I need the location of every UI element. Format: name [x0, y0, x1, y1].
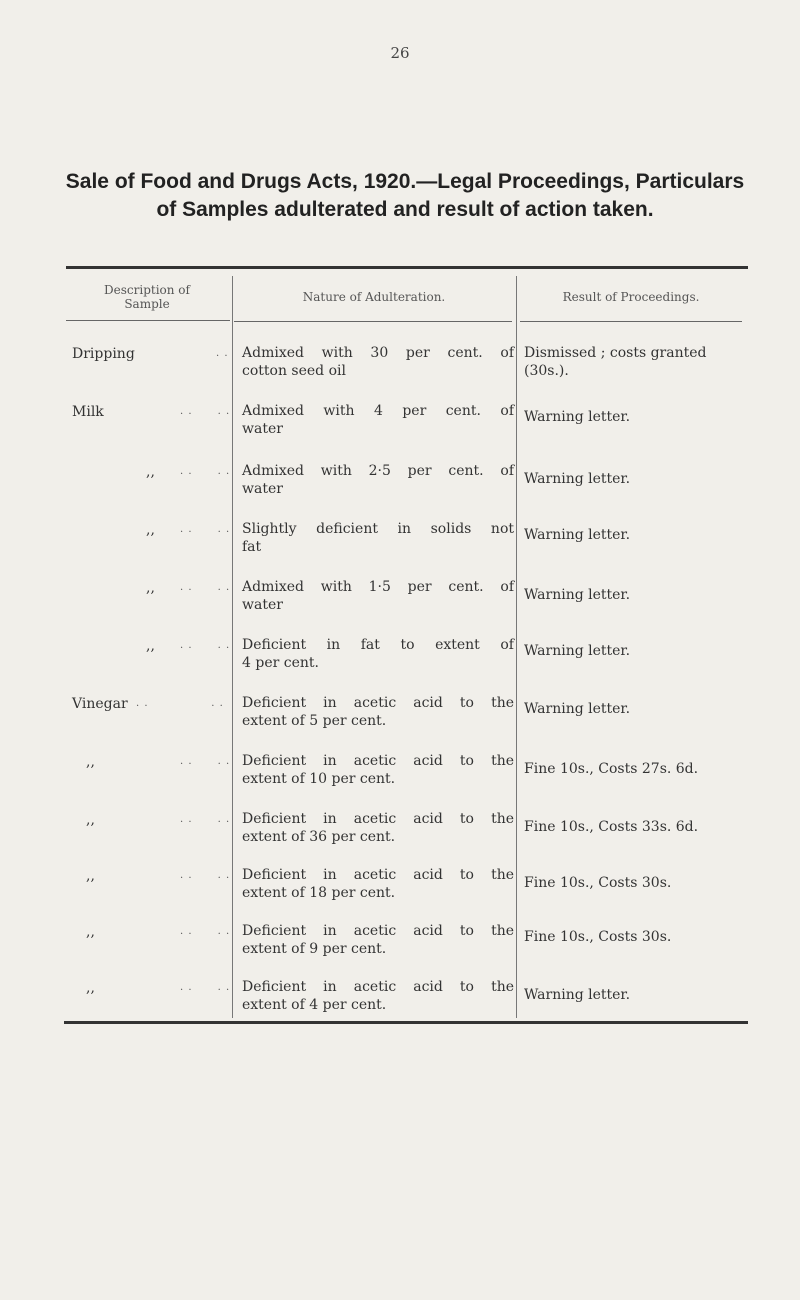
- leader-dots: . . . .: [180, 640, 231, 651]
- column-divider-1: [232, 276, 233, 1018]
- nature-line: Slightly deficient in solids not: [242, 521, 514, 537]
- leader-dots: . . . .: [180, 582, 231, 593]
- header-description: Description of Sample: [104, 283, 190, 311]
- header-result: Result of Proceedings.: [562, 290, 700, 304]
- adulteration-nature: [242, 810, 514, 846]
- proceedings-result: Dismissed ; costs granted (30s.).: [524, 345, 707, 379]
- nature-line: Deficient in acetic acid to the: [242, 867, 514, 883]
- nature-line: extent of 4 per cent.: [242, 997, 387, 1013]
- proceedings-result: Warning letter.: [524, 701, 631, 717]
- nature-line: extent of 9 per cent.: [242, 941, 387, 957]
- sample-description: ,,: [86, 924, 95, 940]
- adulteration-nature: [242, 978, 514, 1014]
- leader-dots: . . . .: [180, 870, 231, 881]
- sample-description: ,,: [86, 812, 95, 828]
- proceedings-result: Warning letter.: [524, 409, 631, 425]
- sample-description: ,,: [146, 638, 155, 654]
- nature-line: Deficient in acetic acid to the: [242, 695, 514, 711]
- table-bottom-rule: [64, 1021, 748, 1024]
- nature-line: Deficient in acetic acid to the: [242, 811, 514, 827]
- leader-dots: . . . .: [180, 814, 231, 825]
- header-rule-right: [520, 321, 742, 322]
- adulteration-nature: [242, 922, 514, 958]
- page-title: Sale of Food and Drugs Acts, 1920.—Legal Proceedings, Particulars of Samples adulterated and result of action taken.: [65, 170, 745, 221]
- nature-line: water: [242, 421, 283, 437]
- sample-description: Vinegar: [72, 696, 128, 712]
- proceedings-result: Warning letter.: [524, 987, 631, 1003]
- table-top-rule: [66, 266, 748, 269]
- page-number: 26: [390, 44, 410, 62]
- nature-line: Deficient in fat to extent of: [242, 637, 514, 653]
- sample-description: ,,: [146, 464, 155, 480]
- leader-dots: . . . .: [180, 926, 231, 937]
- adulteration-nature: [242, 520, 514, 556]
- nature-line: Deficient in acetic acid to the: [242, 923, 514, 939]
- adulteration-nature: [242, 402, 514, 438]
- proceedings-result: Fine 10s., Costs 27s. 6d.: [524, 761, 699, 777]
- adulteration-nature: [242, 578, 514, 614]
- nature-line: water: [242, 481, 283, 497]
- header-rule-left: [66, 320, 230, 321]
- proceedings-result: Fine 10s., Costs 33s. 6d.: [524, 819, 699, 835]
- sample-description: ,,: [86, 980, 95, 996]
- adulteration-nature: [242, 344, 514, 380]
- sample-description: ,,: [146, 580, 155, 596]
- nature-line: 4 per cent.: [242, 655, 319, 671]
- nature-line: Admixed with 4 per cent. of: [242, 403, 514, 419]
- adulteration-nature: [242, 694, 514, 730]
- sample-description: Milk: [72, 404, 104, 420]
- nature-line: water: [242, 597, 283, 613]
- proceedings-result: Warning letter.: [524, 527, 631, 543]
- nature-line: extent of 5 per cent.: [242, 713, 387, 729]
- leader-dots: . .: [216, 348, 229, 359]
- nature-line: Deficient in acetic acid to the: [242, 753, 514, 769]
- nature-line: fat: [242, 539, 262, 555]
- sample-description: ,,: [86, 754, 95, 770]
- header-rule-middle: [234, 321, 512, 322]
- adulteration-nature: [242, 462, 514, 498]
- leader-dots: . . . .: [180, 524, 231, 535]
- nature-line: extent of 10 per cent.: [242, 771, 396, 787]
- sample-description: ,,: [86, 868, 95, 884]
- column-divider-2: [516, 276, 517, 1018]
- leader-dots: . . . .: [136, 698, 224, 709]
- leader-dots: . . . .: [180, 406, 231, 417]
- proceedings-result: Fine 10s., Costs 30s.: [524, 929, 672, 945]
- adulteration-nature: [242, 752, 514, 788]
- proceedings-result: Warning letter.: [524, 471, 631, 487]
- adulteration-nature: [242, 866, 514, 902]
- nature-line: extent of 36 per cent.: [242, 829, 396, 845]
- nature-line: Admixed with 30 per cent. of: [242, 345, 514, 361]
- proceedings-result: Fine 10s., Costs 30s.: [524, 875, 672, 891]
- nature-line: Deficient in acetic acid to the: [242, 979, 514, 995]
- adulteration-nature: [242, 636, 514, 672]
- leader-dots: . . . .: [180, 756, 231, 767]
- proceedings-result: Warning letter.: [524, 643, 631, 659]
- nature-line: cotton seed oil: [242, 363, 346, 379]
- sample-description: ,,: [146, 522, 155, 538]
- nature-line: extent of 18 per cent.: [242, 885, 396, 901]
- nature-line: Admixed with 1·5 per cent. of: [242, 579, 514, 595]
- nature-line: Admixed with 2·5 per cent. of: [242, 463, 514, 479]
- leader-dots: . . . .: [180, 466, 231, 477]
- proceedings-result: Warning letter.: [524, 587, 631, 603]
- sample-description: Dripping: [72, 346, 135, 362]
- leader-dots: . . . .: [180, 982, 231, 993]
- header-nature: Nature of Adulteration.: [302, 290, 446, 304]
